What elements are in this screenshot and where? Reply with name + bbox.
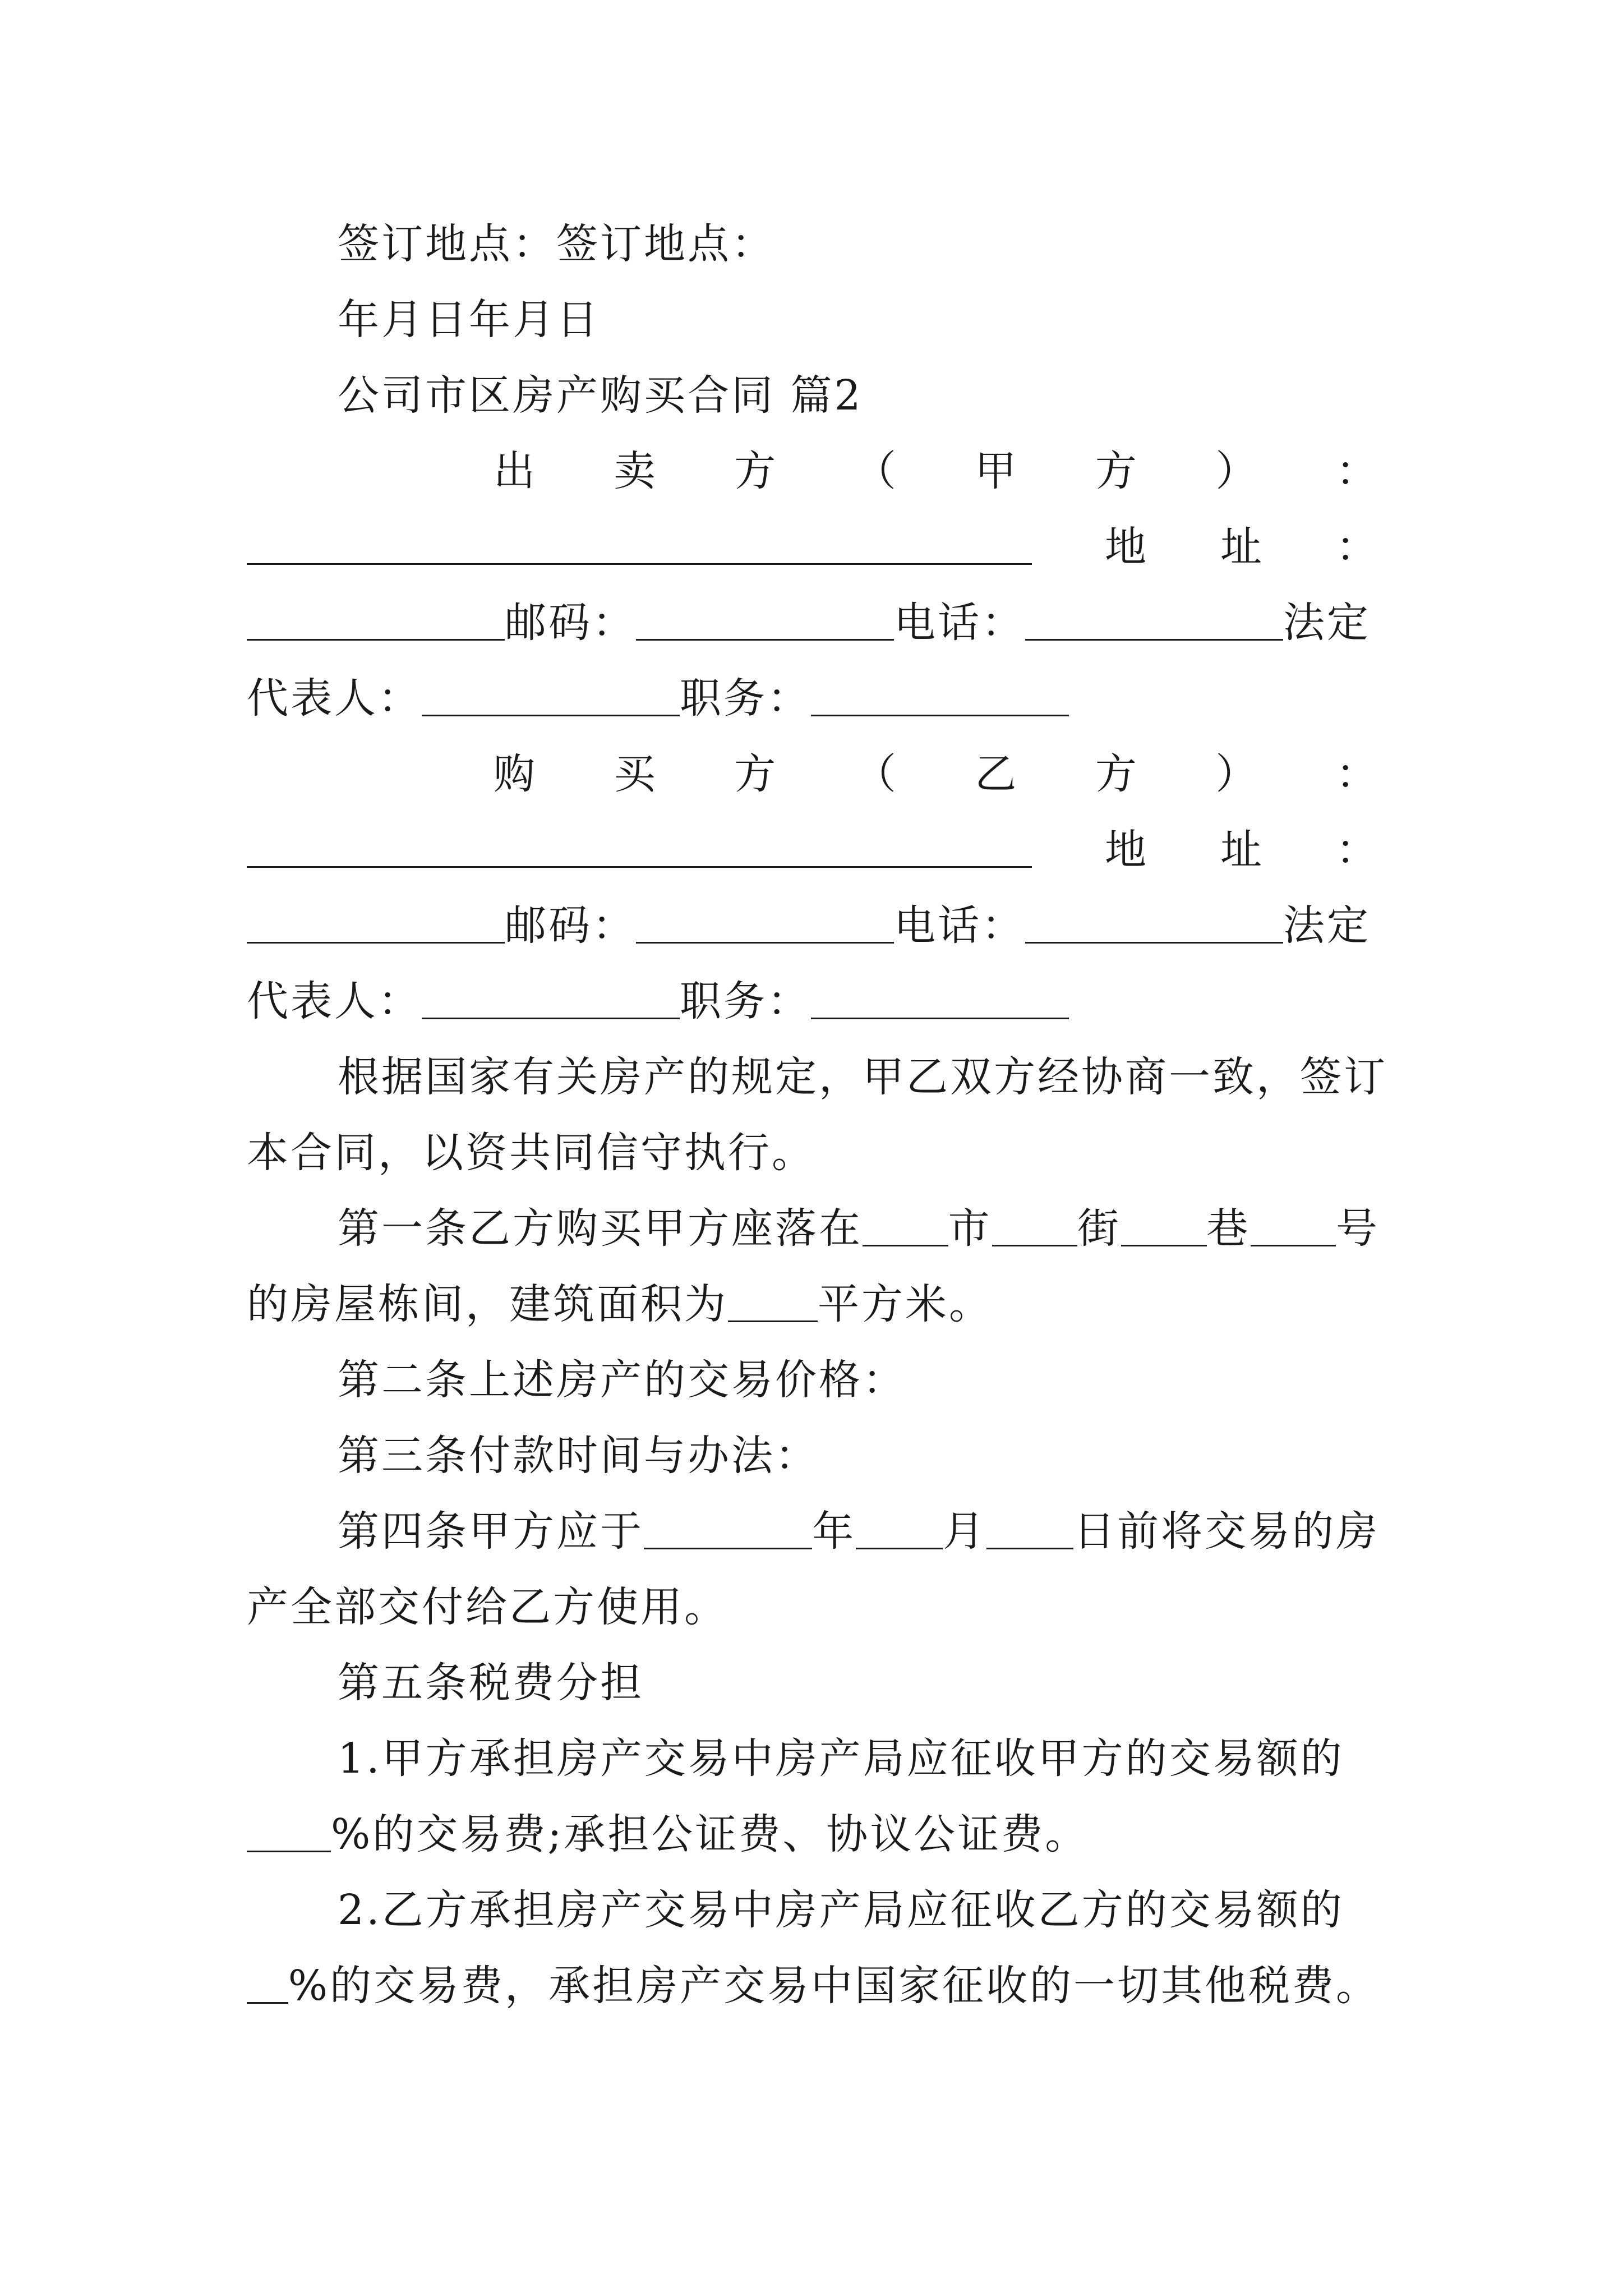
buyer-char: 方 xyxy=(734,750,778,798)
buyer-contact-row xyxy=(247,895,1380,956)
buyer-char: （ xyxy=(854,750,898,798)
article5-item1-line-1: 1.甲方承担房产交易中房产局应征收甲方的交易额的 xyxy=(338,1734,1344,1783)
article5-item1-line-2 xyxy=(247,1803,1380,1865)
buyer-rep-label: 代表人： xyxy=(247,977,422,1025)
seller-heading xyxy=(247,440,1380,502)
article1-number-blank[interactable] xyxy=(1251,1211,1336,1246)
address-char: ： xyxy=(1336,523,1380,571)
buyer-char: 方 xyxy=(1095,750,1139,798)
buyer-postcode-label: 邮码： xyxy=(505,901,636,950)
article4-text: 第四条甲方应于 xyxy=(338,1507,644,1556)
seller-char: 甲 xyxy=(975,447,1019,495)
buyer-legal-label: 法定 xyxy=(1283,901,1371,950)
seller-address-label xyxy=(1032,516,1380,578)
article1-line-1 xyxy=(247,1198,1380,1259)
article4-year-blank[interactable] xyxy=(644,1514,812,1549)
buyer-heading xyxy=(247,743,1380,805)
buyer-phone-blank[interactable] xyxy=(1025,908,1283,944)
buyer-char: ） xyxy=(1215,750,1260,798)
buyer-phone-label: 电话： xyxy=(894,901,1025,950)
seller-phone-blank[interactable] xyxy=(1025,605,1283,641)
seller-postcode-label: 邮码： xyxy=(505,599,636,647)
buyer-char: 买 xyxy=(614,750,658,798)
buyer-rep-row xyxy=(247,970,1380,1032)
buyer-address-blank[interactable] xyxy=(247,832,1032,868)
article5-item2-line-2 xyxy=(247,1955,1380,2017)
buyer-rep-blank[interactable] xyxy=(422,984,680,1019)
article1-area-unit: 平方米。 xyxy=(818,1280,993,1328)
article4-line-1 xyxy=(247,1501,1380,1562)
article1-line-2 xyxy=(247,1273,1380,1335)
article2: 第二条上述房产的交易价格： xyxy=(338,1356,906,1404)
article3: 第三条付款时间与办法： xyxy=(338,1432,819,1480)
seller-char: （ xyxy=(854,447,898,495)
address-char: 地 xyxy=(1105,826,1149,874)
seller-rep-blank[interactable] xyxy=(422,681,680,716)
seller-postcode-blank[interactable] xyxy=(636,605,894,641)
seller-char: 卖 xyxy=(614,447,658,495)
buyer-postcode-blank[interactable] xyxy=(636,908,894,944)
article4-day-blank[interactable] xyxy=(986,1514,1073,1549)
seller-char: 出 xyxy=(494,447,537,495)
date-line: 年月日年月日 xyxy=(338,296,600,344)
signing-place-line: 签订地点：签订地点： xyxy=(338,220,775,268)
article1-street-label: 街 xyxy=(1077,1204,1121,1253)
article1-lane-blank[interactable] xyxy=(1121,1211,1207,1246)
seller-contact-row xyxy=(247,592,1380,654)
article1-lane-label: 巷 xyxy=(1206,1204,1251,1253)
article1-city-blank[interactable] xyxy=(863,1211,948,1246)
seller-phone-label: 电话： xyxy=(894,599,1025,647)
article4-year-label: 年 xyxy=(812,1507,856,1556)
seller-char: 方 xyxy=(1095,447,1139,495)
article5-item2-line-1: 2.乙方承担房产交易中房产局应征收乙方的交易额的 xyxy=(338,1886,1344,1934)
article5-title: 第五条税费分担 xyxy=(338,1659,644,1707)
seller-rep-label: 代表人： xyxy=(247,674,422,723)
article4-month-blank[interactable] xyxy=(856,1514,943,1549)
buyer-char: 乙 xyxy=(975,750,1019,798)
seller-legal-label: 法定 xyxy=(1283,599,1371,647)
article4-month-label: 月 xyxy=(943,1507,987,1556)
article1-city-label: 市 xyxy=(948,1204,992,1253)
address-char: 地 xyxy=(1105,523,1149,571)
article1-text: 第一条乙方购买甲方座落在 xyxy=(338,1204,863,1253)
address-char: 址 xyxy=(1220,523,1264,571)
seller-char: ） xyxy=(1215,447,1260,495)
intro-line-2: 本合同，以资共同信守执行。 xyxy=(247,1129,815,1177)
article5-item2-text: %的交易费，承担房产交易中国家征收的一切其他税费。 xyxy=(288,1962,1380,2010)
seller-char: 方 xyxy=(734,447,778,495)
article4-line-2: 产全部交付给乙方使用。 xyxy=(247,1583,728,1631)
address-char: ： xyxy=(1336,826,1380,874)
seller-position-blank[interactable] xyxy=(811,681,1069,716)
buyer-address-label xyxy=(1032,819,1380,881)
seller-rep-row xyxy=(247,668,1380,729)
article4-day-text: 日前将交易的房 xyxy=(1073,1507,1380,1556)
buyer-field-blank[interactable] xyxy=(247,908,505,944)
buyer-position-label: 职务： xyxy=(680,977,811,1025)
buyer-position-blank[interactable] xyxy=(811,984,1069,1019)
seller-field-blank[interactable] xyxy=(247,605,505,641)
buyer-char: ： xyxy=(1335,750,1380,798)
section-title: 公司市区房产购买合同 篇2 xyxy=(338,371,863,420)
article1-area-blank[interactable] xyxy=(728,1287,818,1322)
buyer-address-row xyxy=(247,819,1380,881)
intro-line-1: 根据国家有关房产的规定，甲乙双方经协商一致，签订 xyxy=(338,1053,1387,1101)
article5-item2-percent-blank[interactable] xyxy=(247,1968,288,2004)
article1-number-label: 号 xyxy=(1336,1204,1380,1253)
seller-address-blank[interactable] xyxy=(247,530,1032,565)
article1-street-blank[interactable] xyxy=(992,1211,1078,1246)
buyer-char: 购 xyxy=(494,750,537,798)
seller-char: ： xyxy=(1335,447,1380,495)
article1-area-text: 的房屋栋间，建筑面积为 xyxy=(247,1280,728,1328)
address-char: 址 xyxy=(1220,826,1264,874)
seller-address-row xyxy=(247,516,1380,578)
article5-item1-text: %的交易费;承担公证费、协议公证费。 xyxy=(331,1810,1089,1858)
article5-item1-percent-blank[interactable] xyxy=(247,1817,331,1852)
seller-position-label: 职务： xyxy=(680,674,811,723)
